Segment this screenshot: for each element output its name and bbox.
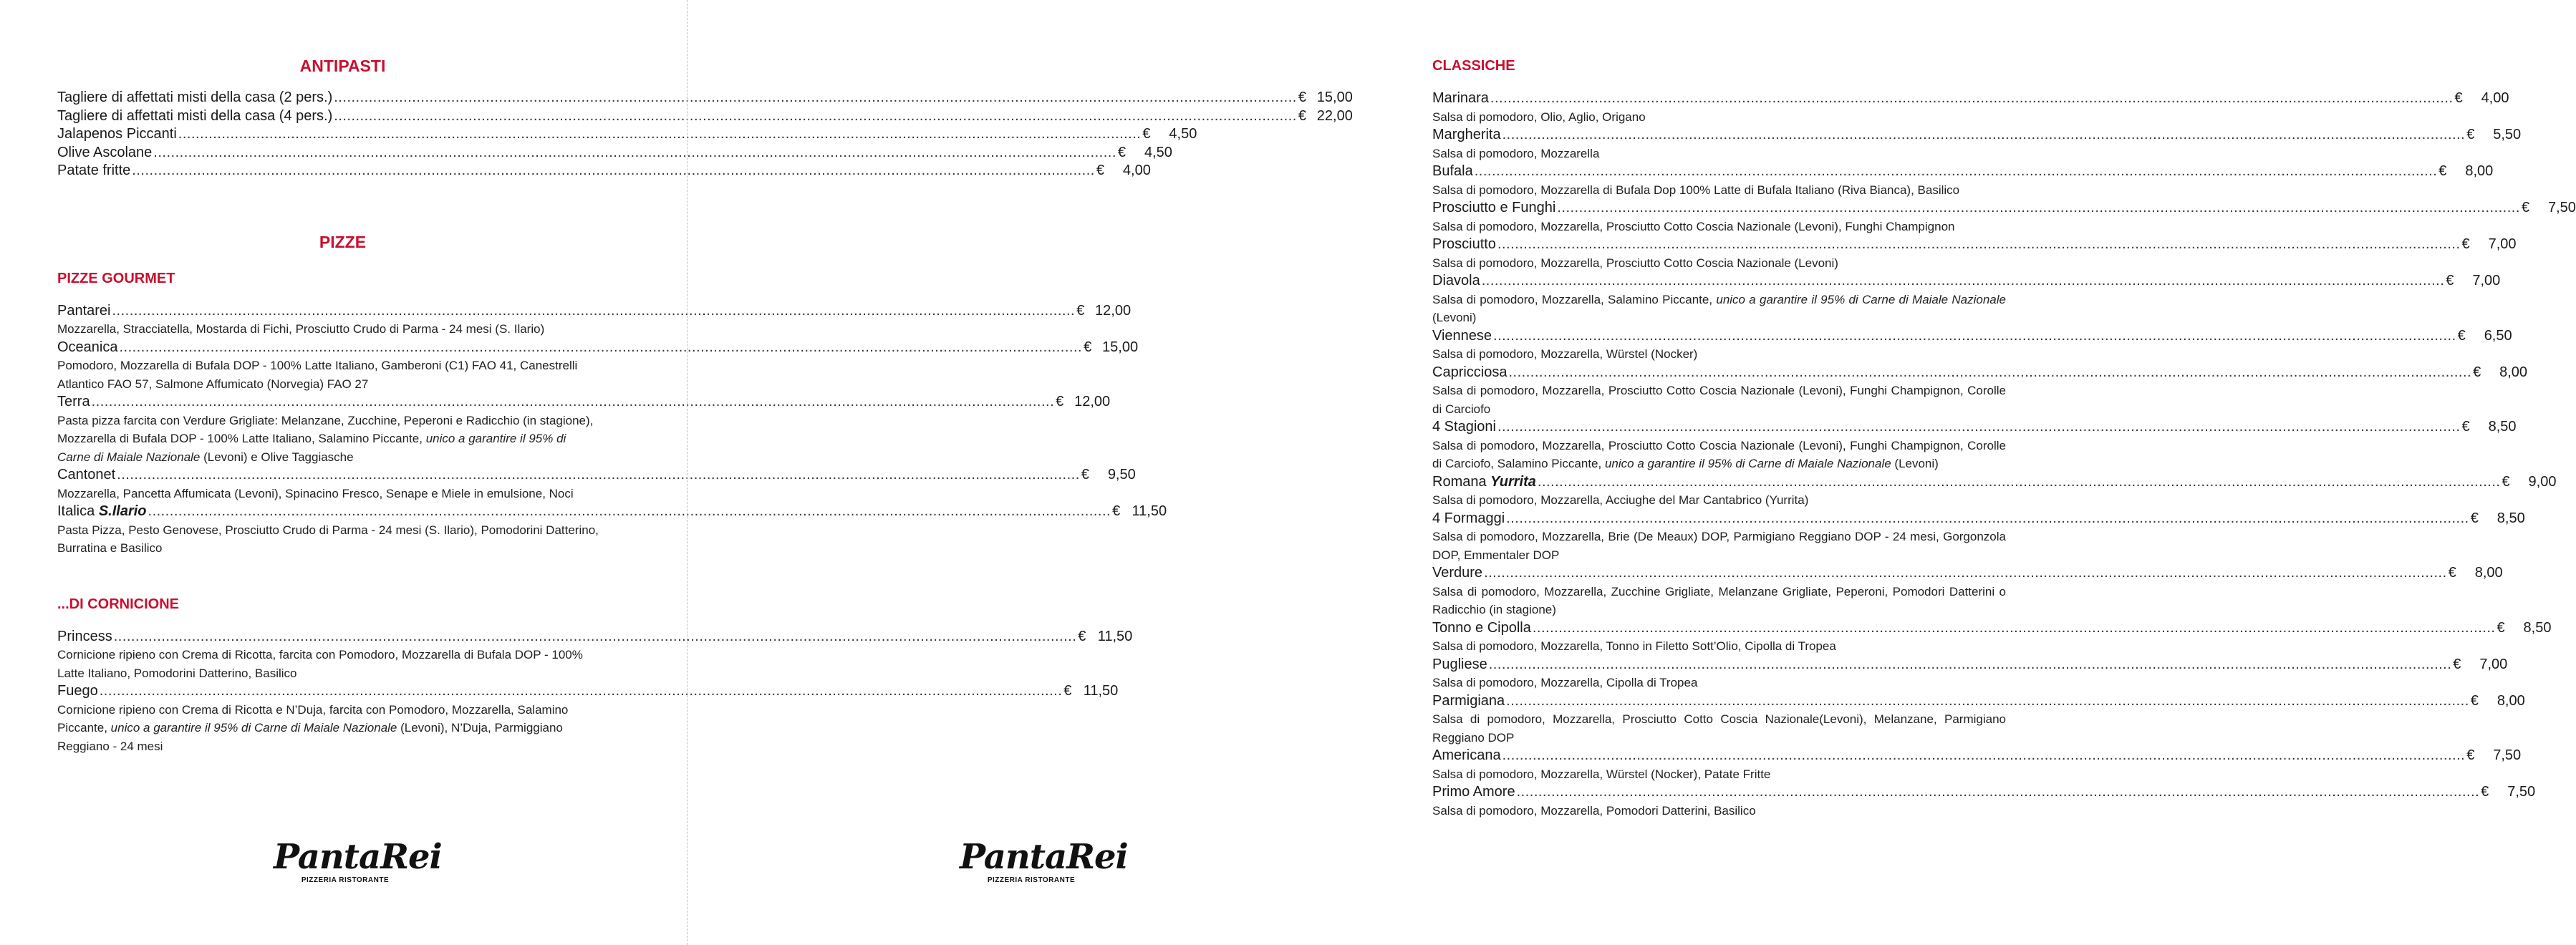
menu-item: Tagliere di affettati misti della casa (4 pers.) ..... € 22,00 [57, 107, 628, 126]
menu-item: Pugliese ..... € 7,00 [1432, 656, 2006, 674]
gourmet-list [57, 302, 1167, 558]
pantarei-logo: PantaRei PIZZERIA RISTORANTE [960, 837, 1128, 884]
menu-item: Prosciutto e Funghi ..... € 7,50 [1432, 199, 2006, 218]
item-description: Cornicione ripieno con Crema di Ricotta, farcita con Pomodoro, Mozzarella di Bufala DOP - 100% Latte Italiano, Pomodorini Datterino, Basilico [57, 648, 583, 680]
item-description: Salsa di pomodoro, Mozzarella, Prosciutto Cotto Coscia Nazionale (Levoni), Funghi Champignon [1432, 219, 1955, 233]
menu-item: Terra ..... € 12,00 [57, 393, 628, 412]
item-description: Mozzarella, Stracciatella, Mostarda di Fichi, Prosciutto Crudo di Parma - 24 mesi (S. Ilario) [57, 322, 545, 336]
menu-item: Romana Yurrita ..... € 9,00 [1432, 473, 2006, 492]
right-column [1432, 52, 2576, 820]
menu-item: Primo Amore ..... € 7,50 [1432, 783, 2006, 802]
item-description: Salsa di pomodoro, Olio, Aglio, Origano [1432, 110, 1646, 124]
menu-item: Viennese ..... € 6,50 [1432, 327, 2006, 346]
item-description: Salsa di pomodoro, Mozzarella, Tonno in Filetto Sott’Olio, Cipolla di Tropea [1432, 639, 1836, 653]
left-column [57, 52, 1353, 755]
item-description: Salsa di pomodoro, Mozzarella, Würstel (Nocker) [1432, 347, 1698, 361]
item-description: Pomodoro, Mozzarella di Bufala DOP - 100% Latte Italiano, Gamberoni (C1) FAO 41, Canestrelli Atlantico FAO 57, Salmone Affumicato (Norvegia) FAO 27 [57, 359, 578, 391]
antipasti-list [57, 89, 1353, 180]
menu-item: Margherita ..... € 5,50 [1432, 126, 2006, 145]
classiche-heading: CLASSICHE [1432, 58, 1515, 74]
cornicione-list [57, 628, 1133, 756]
menu-item: Olive Ascolane ..... € 4,50 [57, 144, 628, 163]
item-description: Salsa di pomodoro, Mozzarella, Brie (De Meaux) DOP, Parmigiano Reggiano DOP - 24 mesi, Gorgonzola DOP, Emmentaler DOP [1432, 530, 2006, 562]
item-description: Salsa di pomodoro, Mozzarella di Bufala Dop 100% Latte di Bufala Italiano (Riva Bianca), Basilico [1432, 183, 1960, 197]
item-description: Salsa di pomodoro, Mozzarella, Pomodori Datterini, Basilico [1432, 803, 1756, 818]
menu-item: Pantarei ..... € 12,00 [57, 302, 628, 321]
item-description: Salsa di pomodoro, Mozzarella, Würstel (Nocker), Patate Fritte [1432, 767, 1771, 781]
menu-item: Americana ..... € 7,50 [1432, 747, 2006, 765]
item-description: Salsa di pomodoro, Mozzarella, Zucchine Grigliate, Melanzane Grigliate, Peperoni, Pomodori Datterini o Radicchio (in stagione) [1432, 584, 2006, 616]
item-description: Salsa di pomodoro, Mozzarella, Acciughe del Mar Cantabrico (Yurrita) [1432, 493, 1809, 507]
menu-item: 4 Formaggi ..... € 8,50 [1432, 510, 2006, 528]
menu-item: Marinara ..... € 4,00 [1432, 89, 2006, 108]
menu-item: Cantonet ..... € 9,50 [57, 466, 628, 485]
menu-item: Diavola ..... € 7,00 [1432, 272, 2006, 291]
menu-item: Princess ..... € 11,50 [57, 628, 628, 646]
antipasti-heading: ANTIPASTI [299, 57, 386, 75]
menu-item: Capricciosa ..... € 8,00 [1432, 364, 2006, 382]
menu-item: Tonno e Cipolla ..... € 8,50 [1432, 619, 2006, 638]
item-description: Salsa di pomodoro, Mozzarella, Cipolla di Tropea [1432, 676, 1698, 689]
menu-item: Oceanica ..... € 15,00 [57, 339, 628, 357]
item-description: Mozzarella, Pancetta Affumicata (Levoni), Spinacino Fresco, Senape e Miele in emulsione, Noci [57, 486, 574, 500]
menu-item: 4 Stagioni ..... € 8,50 [1432, 418, 2006, 437]
item-description: Salsa di pomodoro, Mozzarella, Salamino Piccante, unico a garantire il 95% di Carne di Maiale Nazionale (Levoni) [1432, 292, 2006, 324]
cornicione-heading: ...DI CORNICIONE [57, 596, 180, 612]
menu-item: Italica S.Ilario ..... € 11,50 [57, 503, 628, 521]
item-description: Salsa di pomodoro, Mozzarella, Prosciutto Cotto Coscia Nazionale (Levoni) [1432, 256, 1838, 270]
classiche-list [1432, 89, 2576, 820]
pizze-heading: PIZZE [319, 232, 367, 251]
item-description: Pasta pizza farcita con Verdure Grigliate: Melanzane, Zucchine, Peperoni e Radicchio (in stagione), Mozzarella di Bufala DOP - 100% Latte Italiano, Salamino Piccante, unico a garantire il 95% di Carne di Maiale Nazionale (Levoni) e Olive Taggiasche [57, 413, 594, 464]
item-description: Salsa di pomodoro, Mozzarella, Prosciutto Cotto Coscia Nazionale(Levoni), Melanzane, Parmigiano Reggiano DOP [1432, 712, 2006, 745]
item-description: Salsa di pomodoro, Mozzarella, Prosciutto Cotto Coscia Nazionale (Levoni), Funghi Champignon, Corolle di Carciofo [1432, 384, 2006, 416]
menu-item: Verdure ..... € 8,00 [1432, 564, 2006, 583]
menu-item: Jalapenos Piccanti ..... € 4,50 [57, 125, 628, 144]
gourmet-heading: PIZZE GOURMET [57, 270, 175, 286]
menu-item: Bufala ..... € 8,00 [1432, 163, 2006, 181]
item-description: Salsa di pomodoro, Mozzarella [1432, 146, 1600, 160]
menu-item: Patate fritte ..... € 4,00 [57, 162, 628, 180]
item-description: Cornicione ripieno con Crema di Ricotta e N’Duja, farcita con Pomodoro, Mozzarella, Salamino Piccante, unico a garantire il 95% di Carne di Maiale Nazionale (Levoni), N’Duja, Parmiggiano Reggiano - 24 mesi [57, 702, 569, 753]
menu-item: Tagliere di affettati misti della casa (2 pers.) ..... € 15,00 [57, 89, 628, 107]
item-description: Pasta Pizza, Pesto Genovese, Prosciutto Crudo di Parma - 24 mesi (S. Ilario), Pomodorini Datterino, Burratina e Basilico [57, 523, 599, 555]
item-description: Salsa di pomodoro, Mozzarella, Prosciutto Cotto Coscia Nazionale (Levoni), Funghi Champignon, Corolle di Carciofo, Salamino Piccante, unico a garantire il 95% di Carne di Maiale Nazionale (Levoni) [1432, 438, 2006, 470]
menu-item: Parmigiana ..... € 8,00 [1432, 692, 2006, 711]
pantarei-logo: PantaRei PIZZERIA RISTORANTE [274, 837, 442, 884]
menu-item: Prosciutto ..... € 7,00 [1432, 236, 2006, 254]
menu-item: Fuego ..... € 11,50 [57, 682, 628, 701]
right-page [688, 0, 2576, 945]
